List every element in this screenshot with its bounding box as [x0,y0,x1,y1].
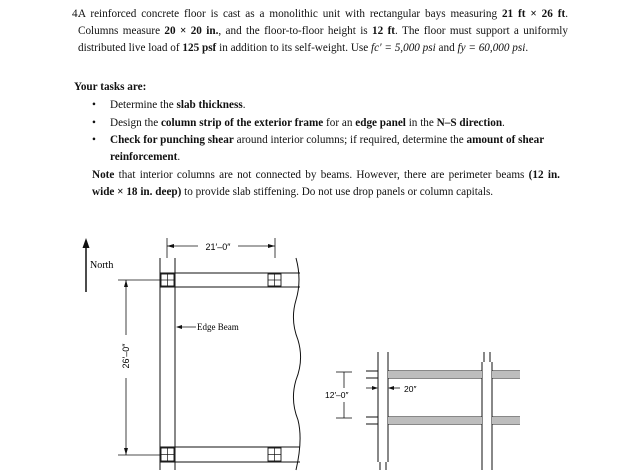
bullet-icon: • [92,134,96,146]
column-icon [268,448,281,461]
dim-21-label: 21′–0″ [205,242,231,252]
live-load: 125 psf [182,42,217,54]
plan-panel [160,258,301,470]
north-label: North [90,260,114,271]
column-icon [161,274,174,286]
bullet-icon: • [92,117,96,129]
note-paragraph: Note that interior columns are not connected by beams. However, there are perimeter beams (12 in. wide × 18 in. deep) to provide slab stiffening. Do not use drop panels or column capitals. [92,169,560,198]
dim-26-label: 26′–0″ [121,343,131,369]
task-2: Design the column strip of the exterior frame for an edge panel in the N–S direction. [110,117,505,129]
north-arrow-icon [83,238,90,292]
slab-top-right [492,371,520,378]
bay-size: 21 ft × 26 ft [501,8,566,20]
column-icon [161,448,174,461]
section-detail [366,352,520,470]
bullet-icon: • [92,99,96,111]
steel-yield: fy = 60,000 psi [457,42,526,54]
edge-beam-label: Edge Beam [197,322,239,332]
dim-12-label: 12′–0″ [325,390,349,400]
task-3: Check for punching shear around interior columns; if required, determine the amount of shear reinforcement. [110,134,544,163]
concrete-strength: fc′ = 5,000 psi [371,42,436,54]
floor-height: 12 ft [372,25,396,37]
problem-statement: A reinforced concrete floor is cast as a monolithic unit with rectangular bays measuring 21 ft × 26 ft. Columns measure 20 × 20 in., and the floor-to-floor height is 12 ft. The floor must support a uniformly distributed live load of 125 psf in addition to its self-weight. Use fc′ = 5,000 psi and fy = 60,000 psi. [78,8,568,54]
column-icon [268,274,281,286]
task-1: Determine the slab thickness. [110,99,246,111]
slab-bottom [388,417,482,424]
slab-bottom-right [492,417,520,424]
problem-number: 4. [72,8,81,20]
slab-top [388,371,482,378]
column-size: 20 × 20 in. [164,25,219,37]
dim-20-label: 20″ [404,384,417,394]
tasks-heading: Your tasks are: [74,81,147,93]
